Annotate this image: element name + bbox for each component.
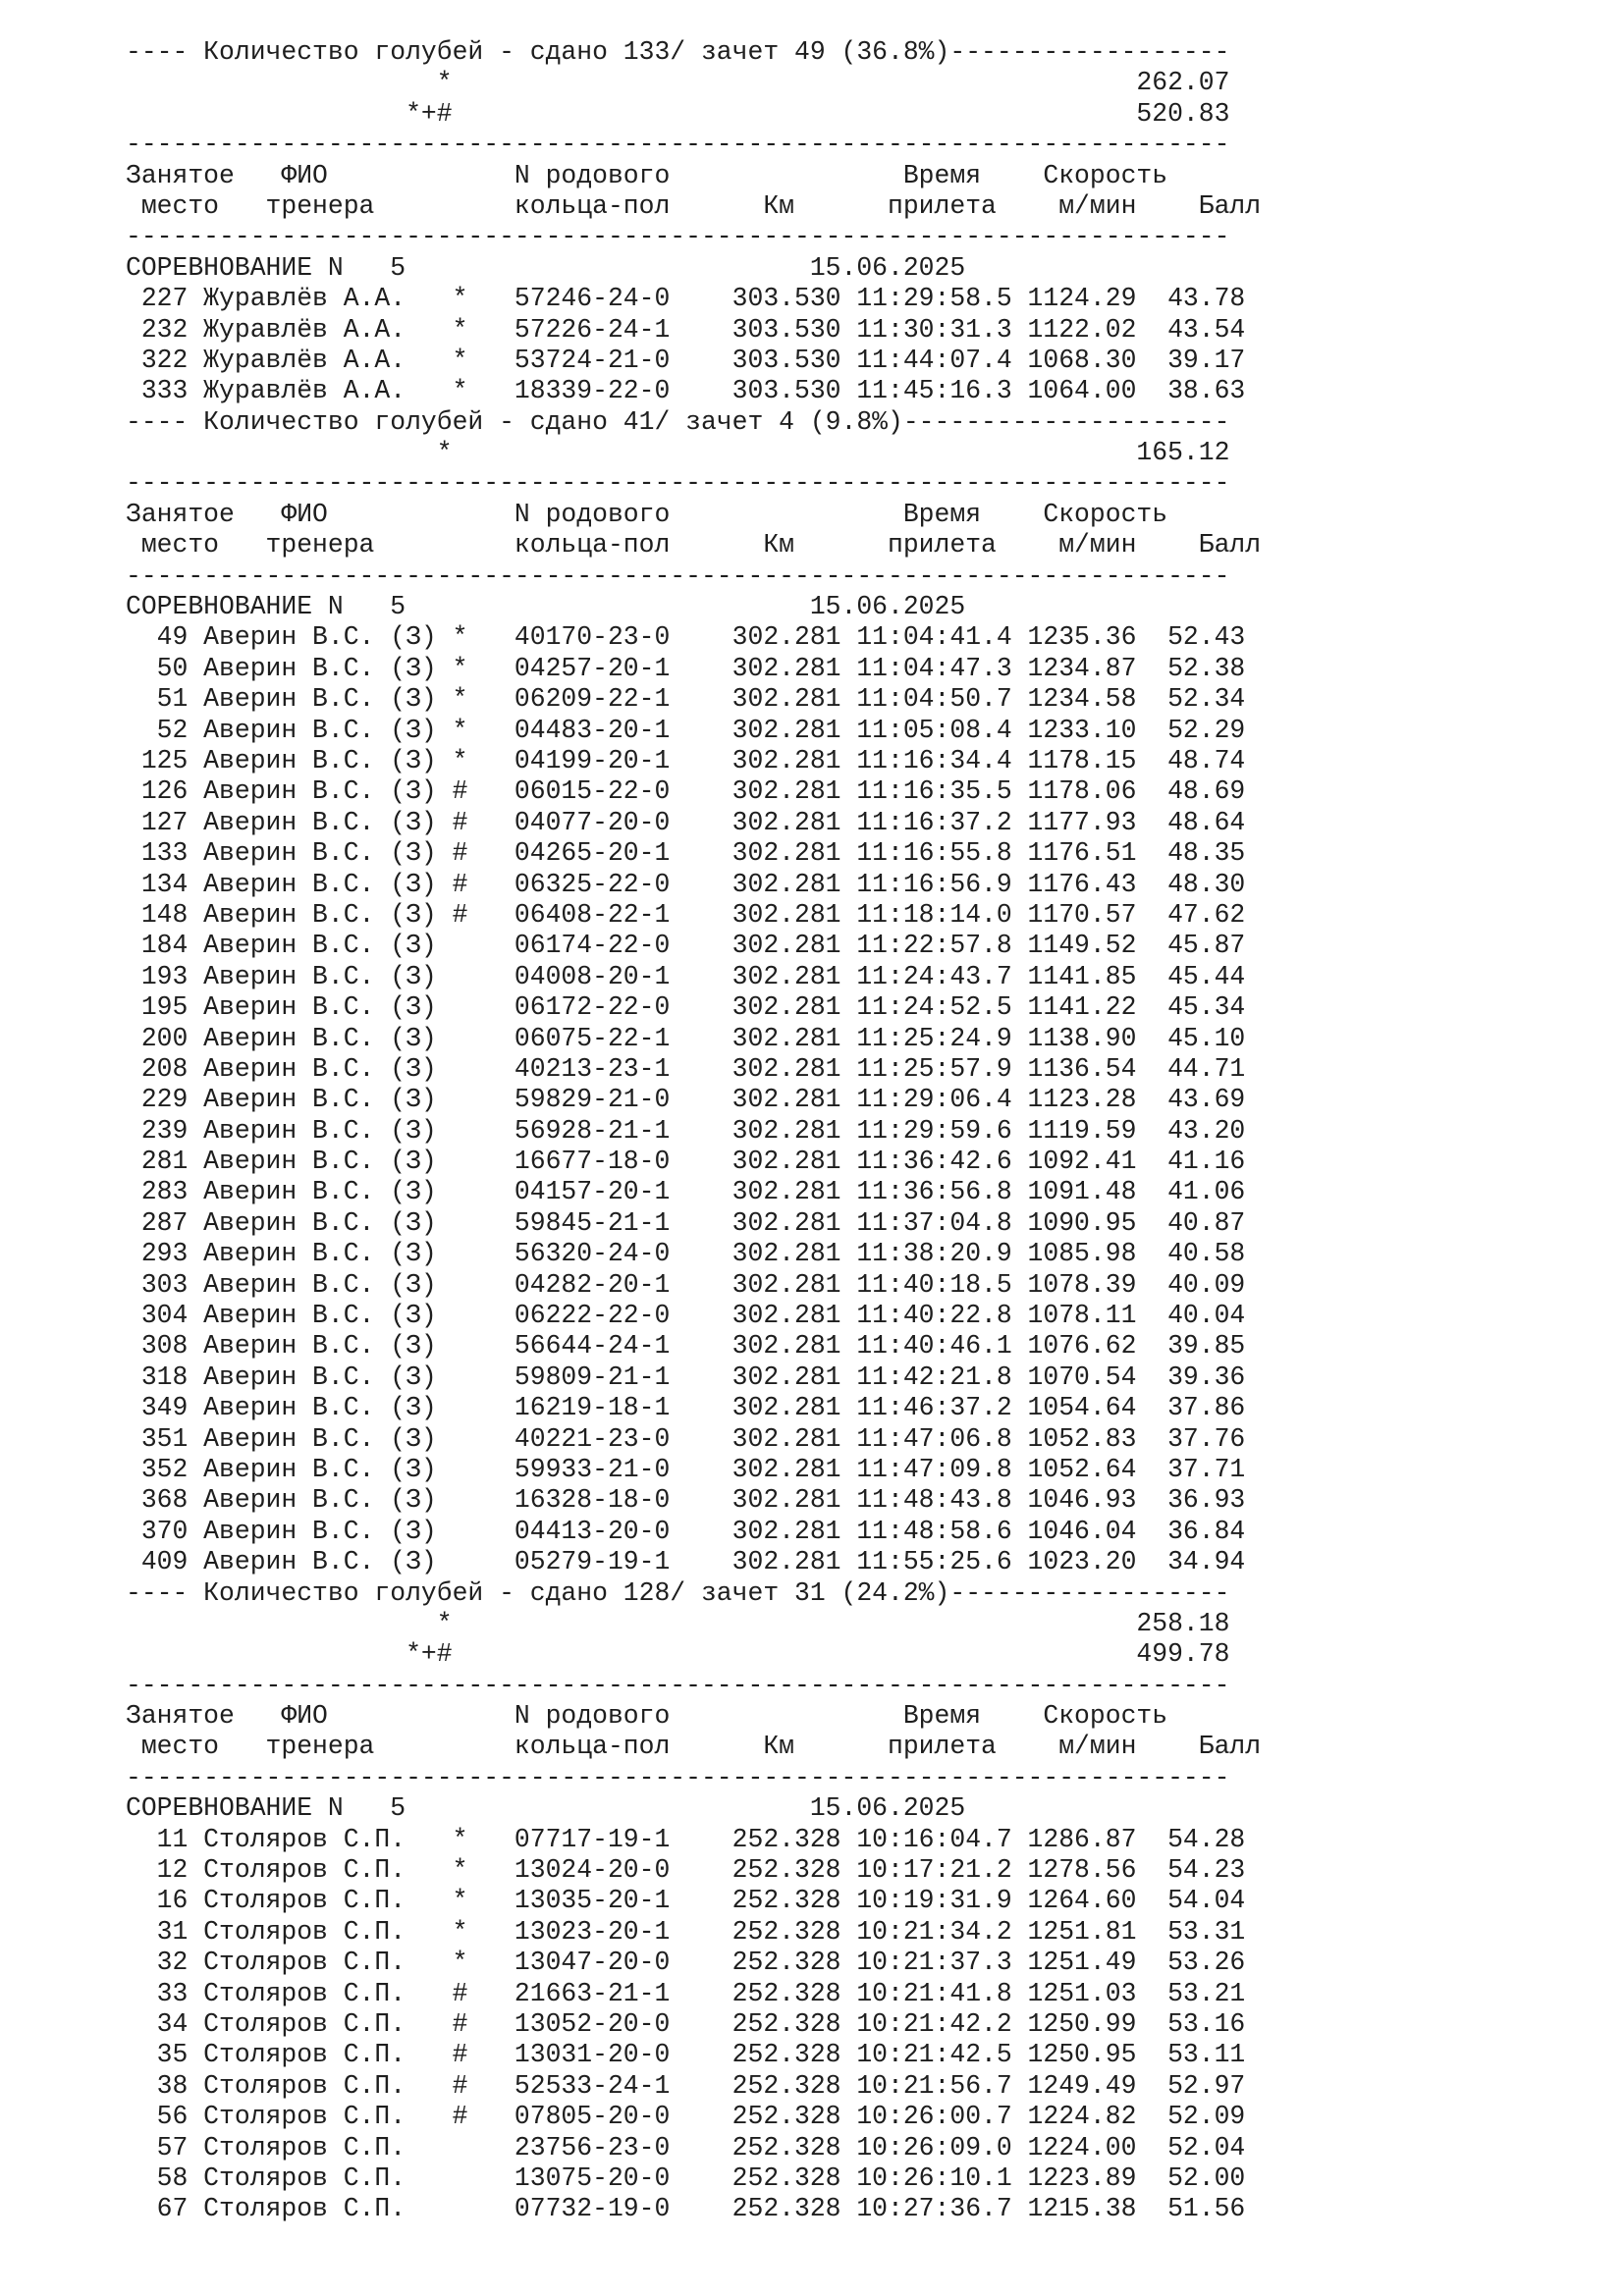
result-row: 351 Аверин В.С. (З) 40221-23-0 302.281 11:47:06.8 1052.83 37.76 bbox=[126, 1423, 1246, 1454]
result-row: 200 Аверин В.С. (З) 06075-22-1 302.281 11:25:24.9 1138.90 45.10 bbox=[126, 1023, 1246, 1053]
result-row: 229 Аверин В.С. (З) 59829-21-0 302.281 11:29:06.4 1123.28 43.69 bbox=[126, 1085, 1246, 1115]
result-row: 227 Журавлёв А.А. * 57246-24-0 303.530 11:29:58.5 1124.29 43.78 bbox=[126, 284, 1246, 314]
result-row: 208 Аверин В.С. (З) 40213-23-1 302.281 11:25:57.9 1136.54 44.71 bbox=[126, 1053, 1246, 1084]
result-row: 287 Аверин В.С. (З) 59845-21-1 302.281 11:37:04.8 1090.95 40.87 bbox=[126, 1207, 1246, 1238]
result-row: 303 Аверин В.С. (З) 04282-20-1 302.281 11:40:18.5 1078.39 40.09 bbox=[126, 1269, 1246, 1300]
result-row: 409 Аверин В.С. (З) 05279-19-1 302.281 11:55:25.6 1023.20 34.94 bbox=[126, 1547, 1246, 1577]
result-row: 281 Аверин В.С. (З) 16677-18-0 302.281 11:36:42.6 1092.41 41.16 bbox=[126, 1147, 1246, 1177]
column-header: Занятое ФИО N родового Время Скорость bbox=[126, 1701, 1168, 1732]
result-row: 31 Столяров С.П. * 13023-20-1 252.328 10:21:34.2 1251.81 53.31 bbox=[126, 1916, 1246, 1947]
competition-header: СОРЕВНОВАНИЕ N 5 15.06.2025 bbox=[126, 592, 966, 622]
result-row: 127 Аверин В.С. (З) # 04077-20-0 302.281 11:16:37.2 1177.93 48.64 bbox=[126, 807, 1246, 837]
column-header: место тренера кольца-пол Км прилета м/мин Балл bbox=[126, 1732, 1262, 1762]
result-row: 57 Столяров С.П. 23756-23-0 252.328 10:26:09.0 1224.00 52.04 bbox=[126, 2132, 1246, 2163]
result-row: 50 Аверин В.С. (З) * 04257-20-1 302.281 11:04:47.3 1234.87 52.38 bbox=[126, 653, 1246, 683]
result-row: 33 Столяров С.П. # 21663-21-1 252.328 10:21:41.8 1251.03 53.21 bbox=[126, 1978, 1246, 2008]
result-row: 11 Столяров С.П. * 07717-19-1 252.328 10:16:04.7 1286.87 54.28 bbox=[126, 1824, 1246, 1854]
result-row: 134 Аверин В.С. (З) # 06325-22-0 302.281 11:16:56.9 1176.43 48.30 bbox=[126, 869, 1246, 899]
result-row: 58 Столяров С.П. 13075-20-0 252.328 10:26:10.1 1223.89 52.00 bbox=[126, 2163, 1246, 2193]
result-row: 352 Аверин В.С. (З) 59933-21-0 302.281 11:47:09.8 1052.64 37.71 bbox=[126, 1454, 1246, 1484]
result-row: 125 Аверин В.С. (З) * 04199-20-1 302.281 11:16:34.4 1178.15 48.74 bbox=[126, 745, 1246, 775]
column-header: Занятое ФИО N родового Время Скорость bbox=[126, 499, 1168, 529]
result-row: 67 Столяров С.П. 07732-19-0 252.328 10:27:36.7 1215.38 51.56 bbox=[126, 2194, 1246, 2224]
separator-line: ----------------------------------------------------------------------- bbox=[126, 130, 1230, 160]
result-row: 126 Аверин В.С. (З) # 06015-22-0 302.281 11:16:35.5 1178.06 48.69 bbox=[126, 776, 1246, 807]
total-line: *+# 499.78 bbox=[126, 1639, 1230, 1670]
separator-line: ----------------------------------------------------------------------- bbox=[126, 468, 1230, 499]
result-row: 293 Аверин В.С. (З) 56320-24-0 302.281 11:38:20.9 1085.98 40.58 bbox=[126, 1239, 1246, 1269]
result-row: 333 Журавлёв А.А. * 18339-22-0 303.530 11:45:16.3 1064.00 38.63 bbox=[126, 376, 1246, 406]
result-row: 35 Столяров С.П. # 13031-20-0 252.328 10:21:42.5 1250.95 53.11 bbox=[126, 2040, 1246, 2070]
separator-line: ----------------------------------------------------------------------- bbox=[126, 561, 1230, 591]
result-row: 239 Аверин В.С. (З) 56928-21-1 302.281 11:29:59.6 1119.59 43.20 bbox=[126, 1115, 1246, 1146]
result-row: 16 Столяров С.П. * 13035-20-1 252.328 10:19:31.9 1264.60 54.04 bbox=[126, 1886, 1246, 1916]
result-row: 283 Аверин В.С. (З) 04157-20-1 302.281 11:36:56.8 1091.48 41.06 bbox=[126, 1177, 1246, 1207]
competition-header: СОРЕВНОВАНИЕ N 5 15.06.2025 bbox=[126, 252, 966, 283]
result-row: 232 Журавлёв А.А. * 57226-24-1 303.530 11:30:31.3 1122.02 43.54 bbox=[126, 314, 1246, 345]
summary-line: ---- Количество голубей - сдано 128/ зачет 31 (24.2%)------------------ bbox=[126, 1577, 1230, 1608]
results-document bbox=[126, 37, 1500, 2225]
result-row: 12 Столяров С.П. * 13024-20-0 252.328 10:17:21.2 1278.56 54.23 bbox=[126, 1855, 1246, 1886]
separator-line: ----------------------------------------------------------------------- bbox=[126, 222, 1230, 252]
result-row: 148 Аверин В.С. (З) # 06408-22-1 302.281 11:18:14.0 1170.57 47.62 bbox=[126, 899, 1246, 930]
separator-line: ----------------------------------------------------------------------- bbox=[126, 1762, 1230, 1792]
result-row: 349 Аверин В.С. (З) 16219-18-1 302.281 11:46:37.2 1054.64 37.86 bbox=[126, 1393, 1246, 1423]
total-line: * 258.18 bbox=[126, 1608, 1230, 1638]
column-header: место тренера кольца-пол Км прилета м/мин Балл bbox=[126, 190, 1262, 221]
column-header: Занятое ФИО N родового Время Скорость bbox=[126, 160, 1168, 190]
result-row: 52 Аверин В.С. (З) * 04483-20-1 302.281 11:05:08.4 1233.10 52.29 bbox=[126, 715, 1246, 745]
result-row: 51 Аверин В.С. (З) * 06209-22-1 302.281 11:04:50.7 1234.58 52.34 bbox=[126, 684, 1246, 715]
competition-header: СОРЕВНОВАНИЕ N 5 15.06.2025 bbox=[126, 1793, 966, 1824]
result-row: 308 Аверин В.С. (З) 56644-24-1 302.281 11:40:46.1 1076.62 39.85 bbox=[126, 1331, 1246, 1362]
column-header: место тренера кольца-пол Км прилета м/мин Балл bbox=[126, 530, 1262, 561]
result-row: 304 Аверин В.С. (З) 06222-22-0 302.281 11:40:22.8 1078.11 40.04 bbox=[126, 1301, 1246, 1331]
result-row: 368 Аверин В.С. (З) 16328-18-0 302.281 11:48:43.8 1046.93 36.93 bbox=[126, 1485, 1246, 1516]
result-row: 56 Столяров С.П. # 07805-20-0 252.328 10:26:00.7 1224.82 52.09 bbox=[126, 2102, 1246, 2132]
total-line: *+# 520.83 bbox=[126, 98, 1230, 129]
result-row: 184 Аверин В.С. (З) 06174-22-0 302.281 11:22:57.8 1149.52 45.87 bbox=[126, 931, 1246, 961]
summary-line: ---- Количество голубей - сдано 41/ зачет 4 (9.8%)--------------------- bbox=[126, 406, 1230, 437]
result-row: 49 Аверин В.С. (З) * 40170-23-0 302.281 11:04:41.4 1235.36 52.43 bbox=[126, 622, 1246, 653]
result-row: 32 Столяров С.П. * 13047-20-0 252.328 10:21:37.3 1251.49 53.26 bbox=[126, 1948, 1246, 1978]
separator-line: ----------------------------------------------------------------------- bbox=[126, 1670, 1230, 1700]
result-row: 318 Аверин В.С. (З) 59809-21-1 302.281 11:42:21.8 1070.54 39.36 bbox=[126, 1362, 1246, 1392]
summary-line: ---- Количество голубей - сдано 133/ зачет 49 (36.8%)------------------ bbox=[126, 37, 1230, 67]
result-row: 322 Журавлёв А.А. * 53724-21-0 303.530 11:44:07.4 1068.30 39.17 bbox=[126, 345, 1246, 375]
total-line: * 165.12 bbox=[126, 438, 1230, 468]
result-row: 370 Аверин В.С. (З) 04413-20-0 302.281 11:48:58.6 1046.04 36.84 bbox=[126, 1516, 1246, 1546]
result-row: 193 Аверин В.С. (З) 04008-20-1 302.281 11:24:43.7 1141.85 45.44 bbox=[126, 961, 1246, 991]
result-row: 34 Столяров С.П. # 13052-20-0 252.328 10:21:42.2 1250.99 53.16 bbox=[126, 2009, 1246, 2039]
total-line: * 262.07 bbox=[126, 68, 1230, 98]
result-row: 195 Аверин В.С. (З) 06172-22-0 302.281 11:24:52.5 1141.22 45.34 bbox=[126, 992, 1246, 1023]
result-row: 133 Аверин В.С. (З) # 04265-20-1 302.281 11:16:55.8 1176.51 48.35 bbox=[126, 838, 1246, 869]
result-row: 38 Столяров С.П. # 52533-24-1 252.328 10:21:56.7 1249.49 52.97 bbox=[126, 2070, 1246, 2101]
